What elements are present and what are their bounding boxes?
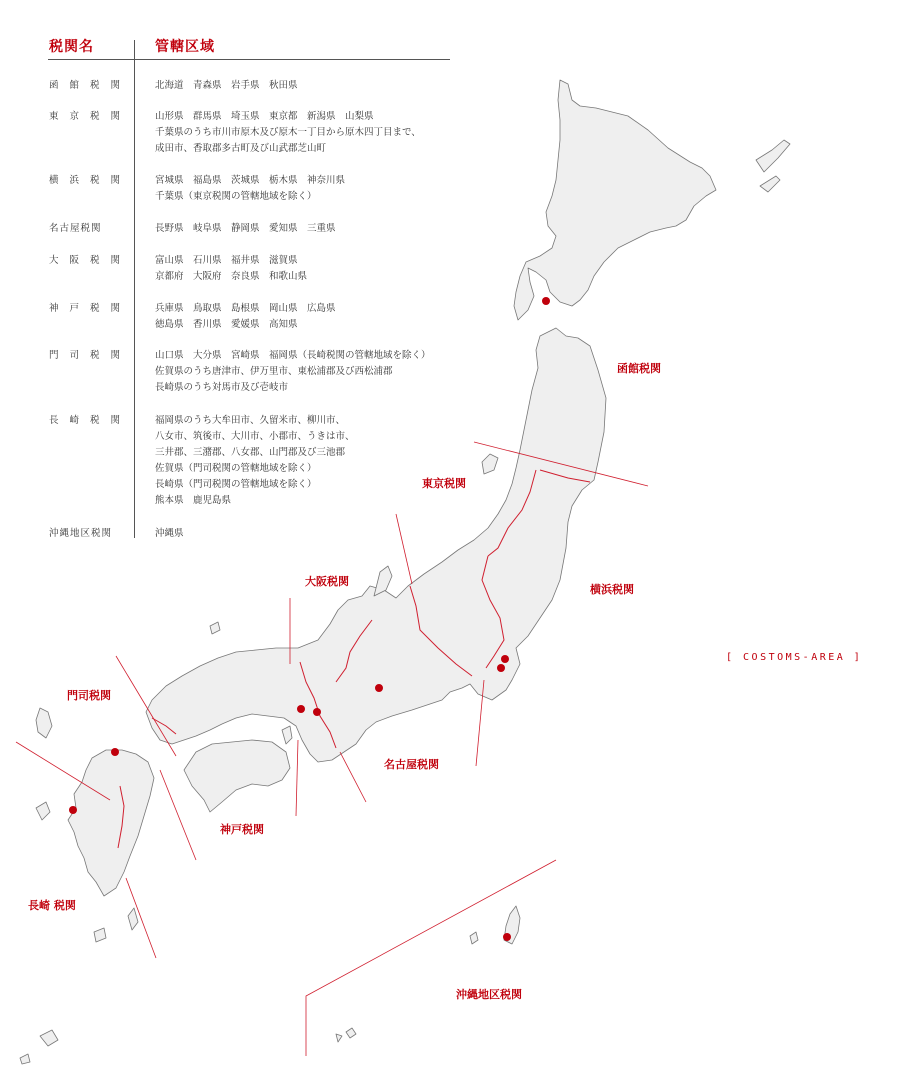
office-area: 兵庫県 鳥取県 島根県 岡山県 広島県 徳島県 香川県 愛媛県 高知県 [155, 303, 336, 330]
office-name: 函 館 税 関 [49, 80, 125, 91]
header-area: 管轄区域 [155, 39, 215, 55]
marker-nagoya [375, 684, 383, 692]
office-name: 名古屋税関 [49, 223, 102, 234]
marker-hakodate [542, 297, 550, 305]
miyako-island [346, 1028, 356, 1038]
marker-moji [111, 748, 119, 756]
tsushima-island [36, 708, 52, 738]
office-area: 富山県 石川県 福井県 滋賀県 京都府 大阪府 奈良県 和歌山県 [155, 255, 308, 282]
label-hakodate: 函館税関 [617, 362, 661, 375]
noto-peninsula [374, 566, 392, 596]
office-name: 沖縄地区税関 [49, 528, 113, 539]
yaeyama-island [336, 1034, 342, 1042]
office-name: 門 司 税 関 [49, 350, 125, 361]
goto-islands [36, 802, 50, 820]
office-area: 北海道 青森県 岩手県 秋田県 [155, 80, 298, 91]
leader-line-kobe [296, 740, 298, 816]
remote-island [40, 1030, 58, 1046]
label-tokyo: 東京税関 [422, 477, 466, 490]
office-name: 東 京 税 関 [49, 111, 125, 122]
office-area: 宮城県 福島県 茨城県 栃木県 神奈川県 千葉県（東京税関の管轄地域を除く） [155, 175, 346, 202]
yakushima-island [94, 928, 106, 942]
remote-island [210, 622, 220, 634]
office-area: 山口県 大分県 宮崎県 福岡県（長崎税関の管轄地域を除く） 佐賀県のうち唐津市、伊万里市、東松浦郡及び西松浦郡 長崎県のうち対馬市及び壱岐市 [155, 350, 431, 393]
okinawa-boundary [306, 860, 556, 1056]
marker-kobe [297, 705, 305, 713]
marker-osaka [313, 708, 321, 716]
sado-island [482, 454, 498, 474]
label-okinawa: 沖縄地区税関 [456, 988, 522, 1001]
office-area: 沖縄県 [155, 528, 184, 539]
kyushu-landmass [68, 750, 154, 896]
tanegashima-island [128, 908, 138, 930]
kurile-island [756, 140, 790, 172]
label-moji: 門司税関 [67, 689, 111, 702]
header-office: 税関名 [49, 39, 94, 55]
remote-island [20, 1054, 30, 1064]
office-area: 山形県 群馬県 埼玉県 東京都 新潟県 山梨県 千葉県のうち市川市原木及び原木一丁目から原木四丁目まで、 成田市、香取郡多古町及び山武郡芝山町 [155, 111, 421, 154]
awaji-island [282, 726, 292, 744]
label-nagasaki: 長崎 税関 [28, 899, 76, 912]
leader-line-tokyo [396, 514, 412, 584]
label-nagoya: 名古屋税関 [384, 758, 439, 771]
hokkaido-landmass [514, 80, 716, 320]
office-name: 長 崎 税 関 [49, 415, 125, 426]
office-area: 福岡県のうち大牟田市、久留米市、柳川市、 八女市、筑後市、大川市、小郡市、うきは市、 三井郡、三潴郡、八女郡、山門郡及び三池郡 佐賀県（門司税関の管轄地域を除く） 長崎県（門司税関の管轄地域を除く） 熊本県 鹿児島県 [155, 415, 355, 506]
shikoku-landmass [184, 740, 290, 812]
honshu-landmass [146, 328, 606, 762]
office-name: 大 阪 税 関 [49, 255, 125, 266]
office-name: 横 浜 税 関 [49, 175, 125, 186]
label-kobe: 神戸税関 [220, 823, 264, 836]
office-area: 長野県 岐阜県 静岡県 愛知県 三重県 [155, 223, 336, 234]
leader-line-nagoya [340, 752, 366, 802]
marker-nagasaki [69, 806, 77, 814]
kurile-island [760, 176, 780, 192]
label-yokohama: 横浜税関 [590, 583, 634, 596]
office-name: 神 戸 税 関 [49, 303, 125, 314]
customs-area-tag: [ COSTOMS-AREA ] [726, 652, 863, 663]
marker-okinawa [503, 933, 511, 941]
marker-tokyo [501, 655, 509, 663]
amami-island [470, 932, 478, 944]
label-osaka: 大阪税関 [305, 575, 349, 588]
marker-yokohama [497, 664, 505, 672]
